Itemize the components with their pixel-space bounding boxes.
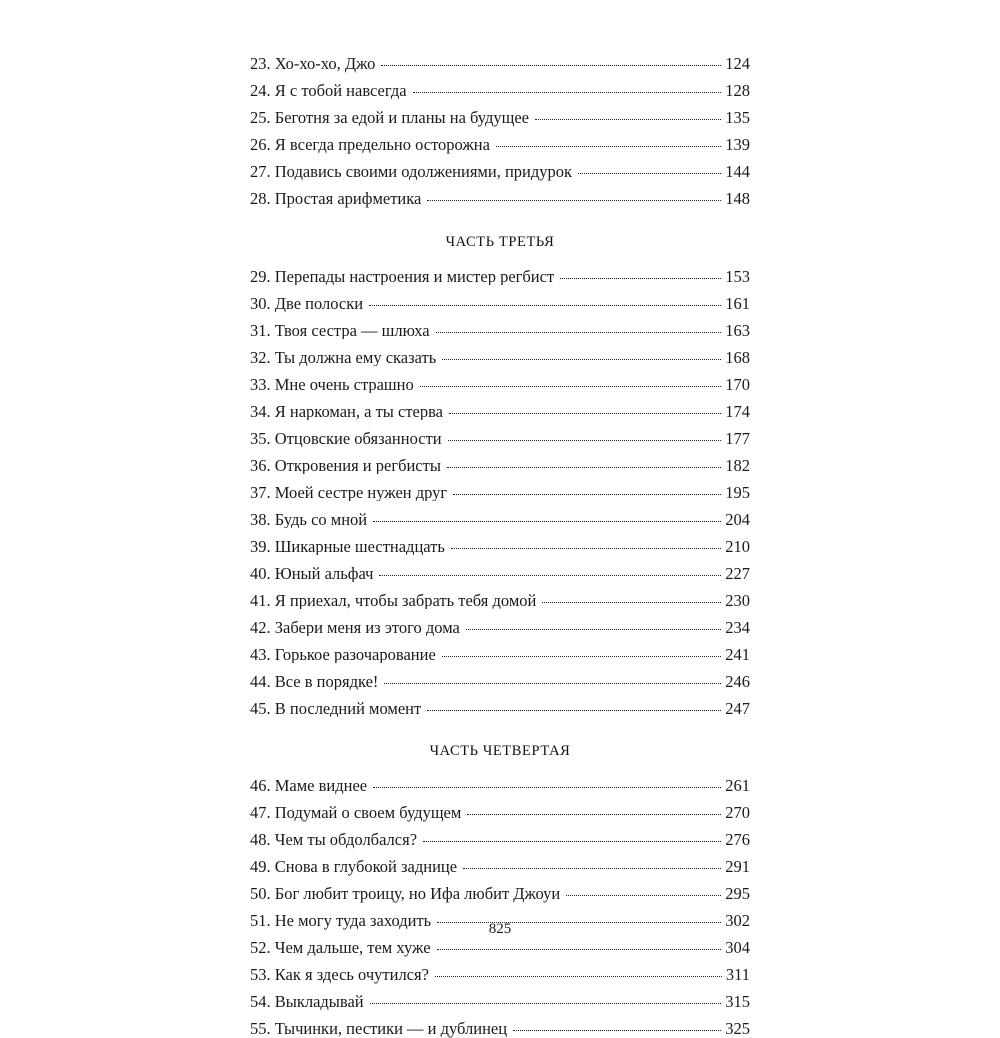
toc-entry-page: 295 <box>725 884 750 903</box>
toc-entry-label: 31. Твоя сестра — шлюха <box>250 322 430 339</box>
toc-entry-page: 325 <box>725 1019 750 1038</box>
toc-entry[interactable] <box>250 320 750 340</box>
toc-entry[interactable] <box>250 698 750 718</box>
toc-entry[interactable] <box>250 832 750 849</box>
toc-entry-label: 43. Горькое разочарование <box>250 646 436 663</box>
toc-entry[interactable] <box>250 56 750 73</box>
toc-section <box>250 743 750 1038</box>
toc-entry-page: 124 <box>725 54 750 73</box>
toc-leader-dots <box>379 575 721 576</box>
toc-entry-label: 51. Не могу туда заходить <box>250 913 432 930</box>
toc-entry-label: 42. Забери меня из этого дома <box>250 619 460 636</box>
toc-leader-dots <box>370 1003 722 1004</box>
toc-leader-dots <box>449 413 721 414</box>
toc-entry-label: 44. Все в порядке! <box>250 673 379 690</box>
toc-entry-page: 161 <box>725 293 750 313</box>
toc-entry-page: 315 <box>725 992 750 1011</box>
toc-leader-dots <box>560 278 721 279</box>
toc-entry[interactable] <box>250 401 750 421</box>
toc-entry-label: 47. Подумай о своем будущем <box>250 805 462 822</box>
toc-entry-page: 270 <box>725 803 750 822</box>
toc-leader-dots <box>447 467 721 468</box>
toc-entry[interactable] <box>250 374 750 394</box>
toc-entry-page: 276 <box>725 830 750 849</box>
toc-leader-dots <box>427 200 721 201</box>
toc-entry-page: 144 <box>725 162 750 181</box>
toc-leader-dots <box>513 1030 721 1031</box>
toc-leader-dots <box>578 173 721 174</box>
toc-entry-page: 234 <box>725 617 750 637</box>
toc-entry[interactable] <box>250 886 750 903</box>
toc-entry-page: 170 <box>725 374 750 394</box>
toc-leader-dots <box>437 949 722 950</box>
toc-entry-page: 261 <box>725 776 750 795</box>
toc-entry-page: 168 <box>725 347 750 367</box>
toc-entry-label: 25. Беготня за едой и планы на будущее <box>250 110 530 127</box>
toc-leader-dots <box>496 146 721 147</box>
toc-entry[interactable] <box>250 671 750 691</box>
toc-entry-page: 163 <box>725 320 750 340</box>
toc-entry[interactable] <box>250 563 750 583</box>
toc-entry[interactable] <box>250 536 750 556</box>
toc-entry-label: 48. Чем ты обдолбался? <box>250 832 418 849</box>
toc-entry[interactable] <box>250 967 750 984</box>
toc-leader-dots <box>384 683 721 684</box>
toc-leader-dots <box>463 868 721 869</box>
toc-entry-label: 24. Я с тобой навсегда <box>250 83 407 100</box>
toc-entry-label: 27. Подавись своими одолжениями, придурок <box>250 164 573 181</box>
toc-entry-label: 28. Простая арифметика <box>250 191 422 208</box>
toc-entry-label: 39. Шикарные шестнадцать <box>250 538 445 555</box>
toc-leader-dots <box>436 332 722 333</box>
toc-entry-page: 241 <box>725 644 750 664</box>
toc-entry-page: 195 <box>725 482 750 502</box>
toc-leader-dots <box>451 548 721 549</box>
toc-entry-label: 33. Мне очень страшно <box>250 376 414 393</box>
toc-leader-dots <box>369 305 721 306</box>
toc-entry-page: 311 <box>725 965 750 984</box>
toc-leader-dots <box>453 494 721 495</box>
toc-entry[interactable] <box>250 455 750 475</box>
toc-entry-label: 45. В последний момент <box>250 700 422 717</box>
toc-leader-dots <box>427 710 721 711</box>
toc-entry-page: 148 <box>725 189 750 208</box>
toc-leader-dots <box>442 656 721 657</box>
toc-leader-dots <box>435 976 722 977</box>
toc-leader-dots <box>535 119 721 120</box>
toc-entry[interactable] <box>250 83 750 100</box>
toc-leader-dots <box>566 895 721 896</box>
toc-entry-label: 34. Я наркоман, а ты стерва <box>250 403 444 420</box>
toc-entry-label: 46. Маме виднее <box>250 778 368 795</box>
toc-entry-page: 128 <box>725 81 750 100</box>
toc-entry[interactable] <box>250 994 750 1011</box>
toc-leader-dots <box>466 629 721 630</box>
toc-entry[interactable] <box>250 509 750 529</box>
toc-entry-page: 204 <box>725 509 750 529</box>
table-of-contents <box>250 56 750 1038</box>
toc-section-heading: ЧАСТЬ ТРЕТЬЯ <box>445 233 555 250</box>
toc-entry-page: 135 <box>725 108 750 127</box>
toc-entry[interactable] <box>250 940 750 957</box>
toc-leader-dots <box>381 65 721 66</box>
toc-leader-dots <box>542 602 721 603</box>
toc-entry[interactable] <box>250 428 750 448</box>
toc-entry-label: 49. Снова в глубокой заднице <box>250 859 458 876</box>
toc-entry[interactable] <box>250 164 750 181</box>
toc-entry[interactable] <box>250 347 750 367</box>
toc-entry-label: 29. Перепады настроения и мистер регбист <box>250 268 555 285</box>
toc-entry-label: 26. Я всегда предельно осторожна <box>250 137 490 154</box>
toc-leader-dots <box>467 814 721 815</box>
toc-entry-label: 53. Как я здесь очутился? <box>250 967 429 984</box>
toc-entry[interactable] <box>250 137 750 154</box>
toc-entry[interactable] <box>250 191 750 208</box>
toc-entry-label: 32. Ты должна ему сказать <box>250 349 437 366</box>
toc-entry-page: 291 <box>725 857 750 876</box>
toc-entry[interactable] <box>250 590 750 610</box>
toc-entry[interactable] <box>250 617 750 637</box>
toc-entry-page: 210 <box>725 536 750 556</box>
toc-leader-dots <box>373 787 721 788</box>
toc-entry-label: 55. Тычинки, пестики — и дублинец <box>250 1021 508 1038</box>
toc-entry[interactable] <box>250 266 750 286</box>
toc-entry-page: 227 <box>725 563 750 583</box>
toc-entry-label: 37. Моей сестре нужен друг <box>250 484 448 501</box>
toc-entry-page: 174 <box>725 401 750 421</box>
toc-entry-label: 38. Будь со мной <box>250 511 368 528</box>
toc-entry-page: 153 <box>725 266 750 286</box>
toc-leader-dots <box>448 440 722 441</box>
toc-leader-dots <box>442 359 721 360</box>
toc-entry-page: 304 <box>725 938 750 957</box>
toc-entry-page: 302 <box>725 911 750 930</box>
toc-section <box>250 234 750 718</box>
toc-entry[interactable] <box>250 110 750 127</box>
toc-leader-dots <box>420 386 722 387</box>
toc-leader-dots <box>413 92 722 93</box>
toc-entry-label: 30. Две полоски <box>250 295 364 312</box>
toc-entry[interactable] <box>250 859 750 876</box>
toc-entry-page: 246 <box>725 671 750 691</box>
page-folio: 825 <box>488 921 512 937</box>
toc-entry-page: 230 <box>725 590 750 610</box>
toc-entry-label: 35. Отцовские обязанности <box>250 430 442 447</box>
toc-entry-label: 23. Хо-хо-хо, Джо <box>250 56 376 73</box>
toc-entry-page: 182 <box>725 455 750 475</box>
toc-entry[interactable] <box>250 1021 750 1038</box>
toc-entry[interactable] <box>250 293 750 313</box>
toc-leader-dots <box>373 521 721 522</box>
toc-entry-label: 41. Я приехал, чтобы забрать тебя домой <box>250 592 537 609</box>
toc-entry[interactable] <box>250 482 750 502</box>
toc-entry-label: 36. Откровения и регбисты <box>250 457 441 474</box>
toc-entry-page: 139 <box>725 135 750 154</box>
toc-leader-dots <box>423 841 721 842</box>
toc-section-heading: ЧАСТЬ ЧЕТВЕРТАЯ <box>429 743 571 759</box>
toc-section <box>250 56 750 208</box>
toc-entry[interactable] <box>250 644 750 664</box>
toc-entry-page: 177 <box>725 428 750 448</box>
toc-entry-label: 40. Юный альфач <box>250 565 374 582</box>
toc-entry[interactable] <box>250 778 750 795</box>
toc-entry-label: 50. Бог любит троицу, но Ифа любит Джоуи <box>250 886 561 903</box>
toc-entry-label: 52. Чем дальше, тем хуже <box>250 940 431 957</box>
toc-entry[interactable] <box>250 805 750 822</box>
toc-entry-page: 247 <box>725 698 750 718</box>
toc-entry-label: 54. Выкладывай <box>250 994 364 1011</box>
